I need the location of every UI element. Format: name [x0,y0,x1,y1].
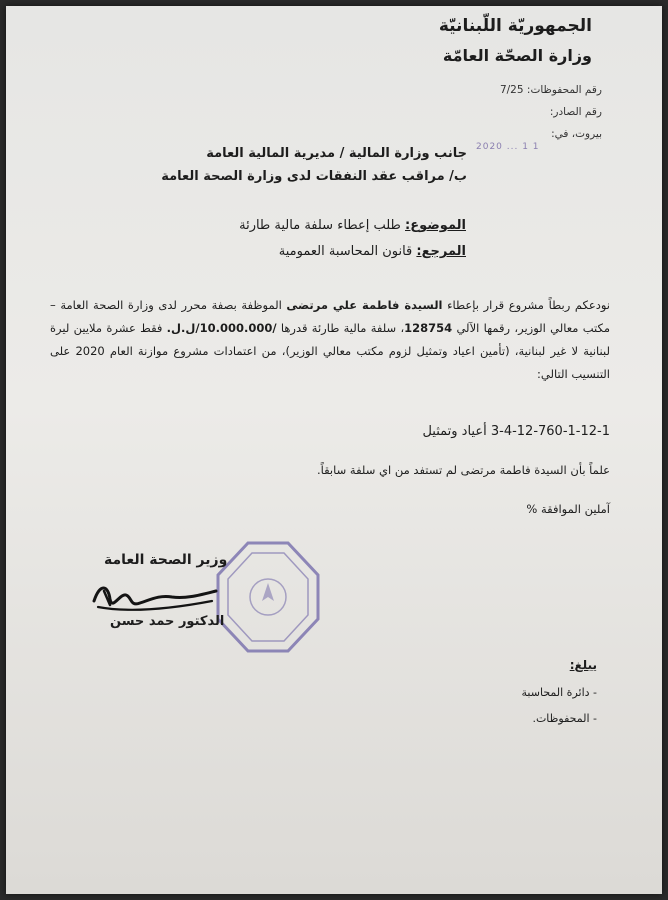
official-seal [216,541,320,653]
minister-title: وزير الصحة العامة [104,552,228,568]
reference-text: قانون المحاسبة العمومية [278,244,413,259]
date-stamp: 2020 ... 1 1 [476,142,540,152]
issue-number: رقم الصادر: [549,106,602,118]
employee-name: السيدة فاطمة علي مرتضى [286,298,443,312]
subject-line [239,218,466,233]
place-date: بيروت، في: [551,128,602,140]
employee-number: 128754 [404,321,453,335]
letter-page [6,6,662,894]
budget-code: 3-4-12-760-1-12-1 أعياد وتمثيل [422,424,610,439]
republic-title: الجمهوريّة اللّبنانيّة [438,16,592,36]
approval-line: آملين الموافقة % [526,502,610,516]
reference-line [279,244,466,259]
ministry-title: وزارة الصحّة العامّة [442,46,592,65]
advance-amount: /10.000.000/ل.ل. [166,321,277,335]
notify-title: يبلغ: [569,658,597,672]
archive-number: رقم المحفوظات: 7/25 [499,84,602,96]
subject-label: الموضوع: [405,218,466,233]
subject-text: طلب إعطاء سلفة مالية طارئة [239,218,401,233]
notify-item-accounting: - دائرة المحاسبة [521,686,597,699]
reference-label: المرجع: [416,244,466,259]
recipient-line-1: جانب وزارة المالية / مديرية المالية العامة [206,146,467,161]
recipient-line-2: ب/ مراقب عقد النفقات لدى وزارة الصحة العامة [161,169,467,184]
minister-name: الدكتور حمد حسن [110,614,225,629]
notify-item-archives: - المحفوظات. [532,712,597,725]
body-paragraph: نودعكم ربطاً مشروع قرار بإعطاء السيدة فاطمة علي مرتضى الموظفة بصفة محرر لدى وزارة الصحة العامة – مكتب معالي الوزير، رقمها الآلي 128754، سلفة مالية طارئة قدرها /10.000.000/ل.ل. فقط عشرة ملايين ليرة لبنانية لا غير لبنانية، (تأمين اعياد وتمثيل لزوم مكتب معالي الوزير)، من اعتمادات مشروع موازنة العام 2020 على التنسيب التالي: [50,298,611,381]
note-line: علماً بأن السيدة فاطمة مرتضى لم تستفد من اي سلفة سابقاً. [316,463,610,477]
